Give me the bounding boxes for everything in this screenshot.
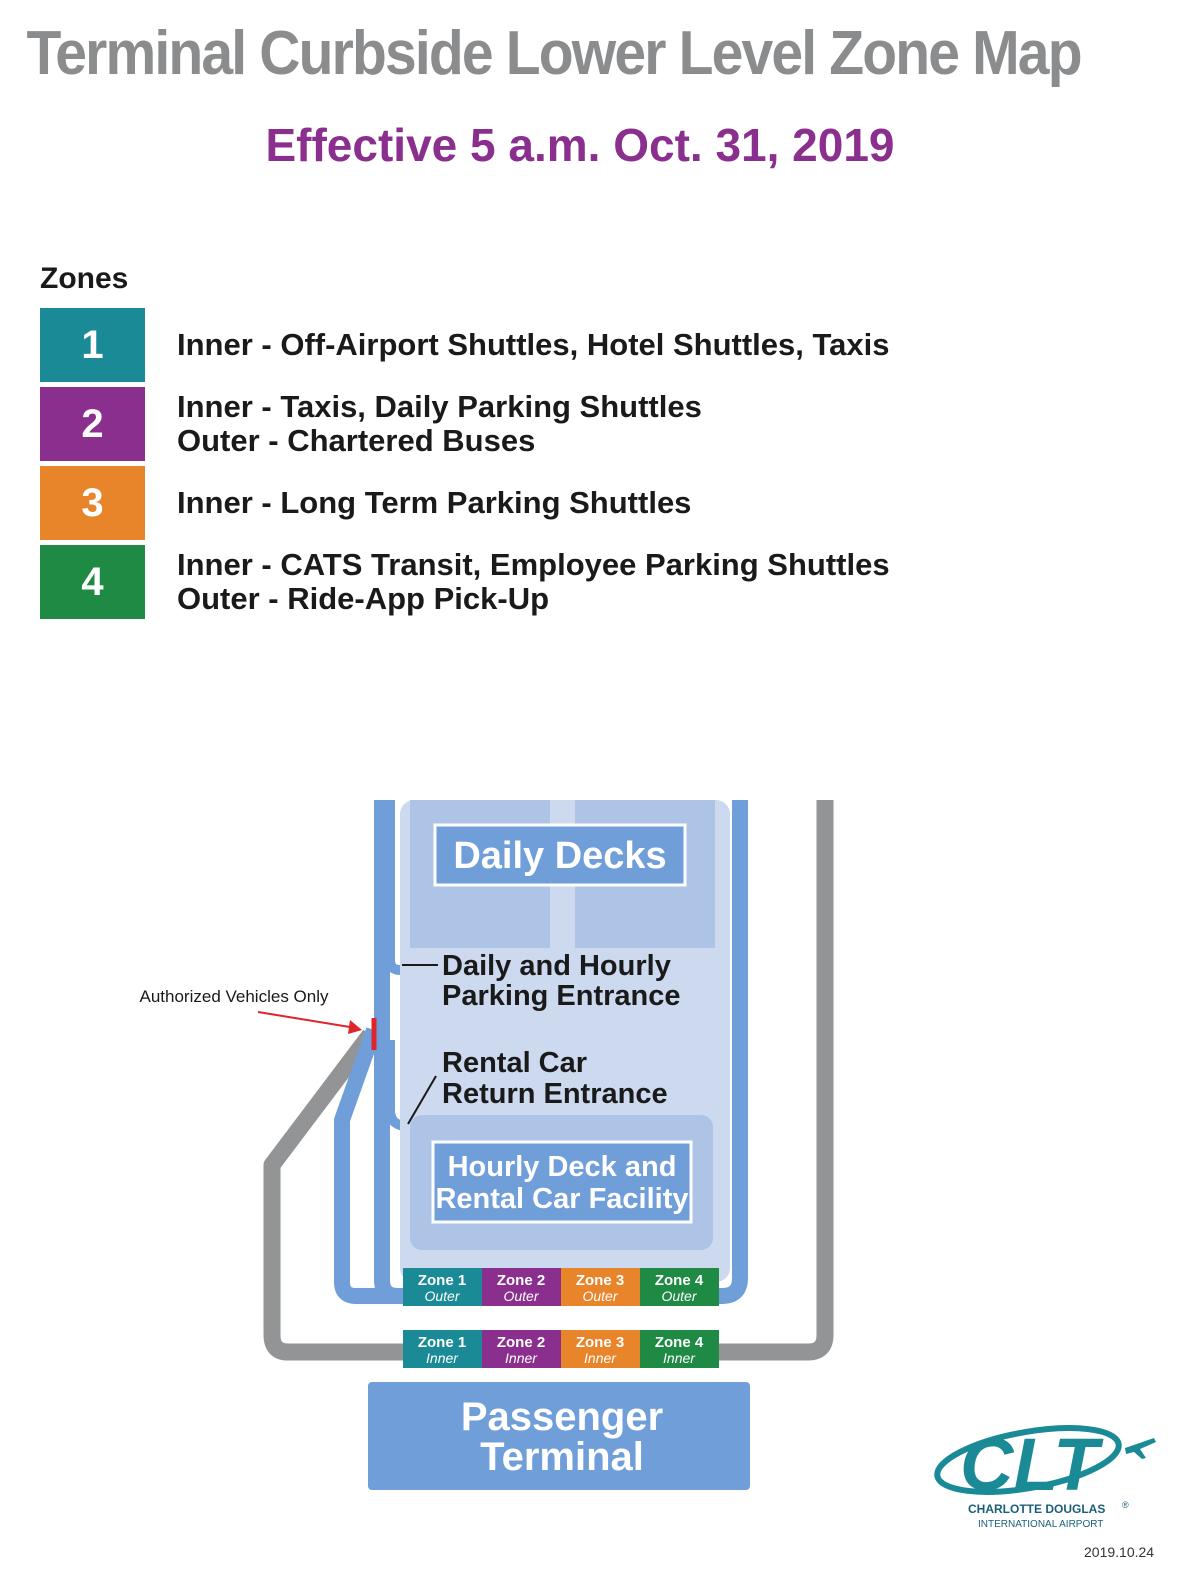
- arrow-head-icon: [348, 1020, 362, 1034]
- authorized-arrow: [258, 1012, 356, 1028]
- zone-label: Zone 1: [417, 1272, 467, 1289]
- version-date: 2019.10.24: [1084, 1544, 1155, 1560]
- lane-label: Outer: [582, 1288, 618, 1304]
- zone-badge: 3: [40, 466, 145, 540]
- terminal-label: Passenger: [460, 1395, 664, 1439]
- zone-line: Inner - Long Term Parking Shuttles: [177, 485, 692, 520]
- zone-badge: 4: [40, 545, 145, 619]
- logo-mark: CLT: [960, 1423, 1099, 1506]
- zone-line: Outer - Chartered Buses: [177, 423, 536, 458]
- logo-registered: ®: [1122, 1500, 1129, 1510]
- clt-logo: [930, 1418, 1170, 1538]
- zone-badge: 1: [40, 308, 145, 382]
- daily-decks-label: Daily Decks: [453, 835, 667, 877]
- lane-label: Inner: [584, 1350, 616, 1366]
- zone-line: Inner - CATS Transit, Employee Parking Shuttles: [177, 547, 890, 582]
- zone-line: Inner - Taxis, Daily Parking Shuttles: [177, 389, 702, 424]
- airplane-icon: [1125, 1438, 1156, 1459]
- zone-line: Outer - Ride-App Pick-Up: [177, 581, 550, 616]
- logo-line-1: CHARLOTTE DOUGLAS: [968, 1502, 1106, 1516]
- lane-label: Inner: [505, 1350, 537, 1366]
- logo-line-2: INTERNATIONAL AIRPORT: [978, 1519, 1104, 1530]
- zone-label: Zone 2: [496, 1334, 546, 1351]
- hourly-deck-label: Hourly Deck and: [447, 1151, 677, 1183]
- zone-line: Inner - Off-Airport Shuttles, Hotel Shuttles, Taxis: [177, 327, 890, 362]
- zone-label: Zone 1: [417, 1334, 467, 1351]
- terminal-label: Terminal: [480, 1435, 644, 1479]
- parking-entrance-label: Daily and Hourly: [442, 950, 671, 982]
- zones-heading: Zones: [40, 262, 129, 295]
- map-title: Terminal Curbside Lower Level Zone Map: [26, 19, 1081, 88]
- outer-zone-strip: [403, 1268, 719, 1306]
- lane-label: Inner: [663, 1350, 695, 1366]
- lane-label: Outer: [503, 1288, 539, 1304]
- zone-label: Zone 4: [654, 1334, 704, 1351]
- lane-label: Inner: [426, 1350, 458, 1366]
- hourly-deck-label: Rental Car Facility: [435, 1183, 689, 1215]
- zone-label: Zone 4: [654, 1272, 704, 1289]
- zone-badge: 2: [40, 387, 145, 461]
- zone-label: Zone 3: [575, 1334, 625, 1351]
- rental-return-label: Return Entrance: [442, 1078, 668, 1110]
- rental-return-label: Rental Car: [442, 1047, 588, 1079]
- effective-date: Effective 5 a.m. Oct. 31, 2019: [265, 119, 895, 171]
- zone-label: Zone 2: [496, 1272, 546, 1289]
- lane-label: Outer: [424, 1288, 460, 1304]
- zone-label: Zone 3: [575, 1272, 625, 1289]
- parking-entrance-label: Parking Entrance: [442, 980, 681, 1012]
- lane-label: Outer: [661, 1288, 697, 1304]
- inner-zone-strip: [403, 1330, 719, 1368]
- authorized-label: Authorized Vehicles Only: [139, 987, 329, 1006]
